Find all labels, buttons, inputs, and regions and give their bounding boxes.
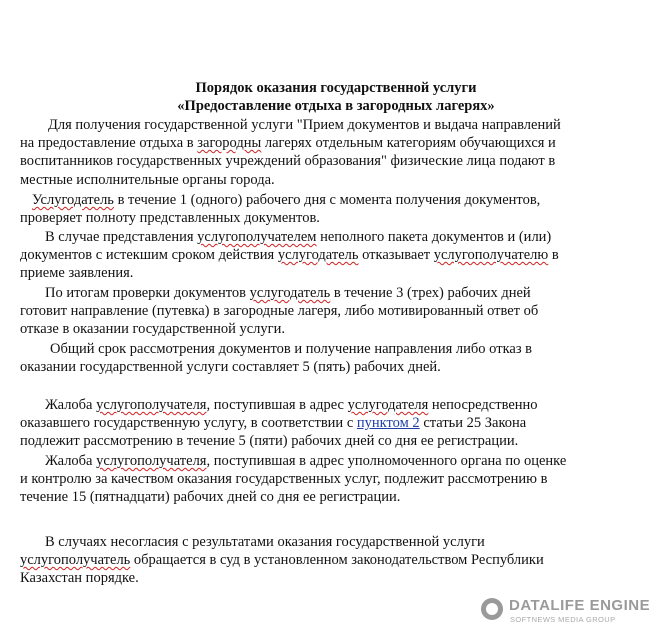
text-span: , поступившая в адрес уполномоченного органа по оценке [206,453,567,469]
text-span: , поступившая в адрес [206,397,348,413]
text-line: проверяет полноту представленных документов. [20,210,320,227]
text-line: подлежит рассмотрению в течение 5 (пяти) рабочих дней со дня ее регистрации. [20,433,519,450]
text-span: Жалоба [45,453,97,469]
text-span: на предоставление отдыха в [20,135,198,152]
text-line: Казахстан порядке. [20,570,139,587]
text-span: услугополучателю [433,247,549,264]
text-line [20,134,642,152]
text-span: услугодатель [277,247,359,264]
text-line: Для получения государственной услуги "Прием документов и выдача направлений [48,117,561,133]
paragraph-incomplete [20,228,642,283]
text-span: в [548,247,559,264]
text-span: лагерях отдельным категориям обучающихся и [261,135,556,152]
text-span: услугодателя [347,397,429,413]
text-span: оказавшего государственную услугу, в соответствии с [20,415,357,432]
text-line: местные исполнительные органы города. [20,171,275,188]
text-span: статьи 25 Закона [419,415,527,432]
paragraph-result [20,284,642,339]
text-line: Общий срок рассмотрения документов и получение направления либо отказ в [50,341,533,357]
text-span: По итогам проверки документов [45,285,250,301]
text-span: неполного пакета документов и (или) [316,229,552,245]
paragraph-complaint-authority [20,452,642,507]
text-span: услугополучателя [96,453,207,469]
text-line: оказании государственной услуги составляет 5 (пять) рабочих дней. [20,359,441,376]
datalife-engine-watermark [481,597,661,627]
page-title-line1: Порядок оказания государственной услуги [195,80,477,96]
paragraph-court [20,533,642,588]
watermark-name: DATALIFE ENGINE [509,597,651,614]
text-line [20,246,642,264]
text-line [20,452,642,470]
text-span: услугополучателем [197,229,317,245]
text-line [20,396,642,414]
text-span: обращается в суд в установленном законодательством Республики [130,552,544,569]
text-span: Жалоба [45,397,97,413]
text-span: в течение 1 (одного) рабочего дня с момента получения документов, [113,192,541,208]
paragraph-check [20,191,642,227]
datalife-logo-icon [481,598,503,620]
text-span: В случае представления [45,229,198,245]
text-line [20,551,642,569]
text-line [20,284,642,302]
paragraph-application [20,116,642,189]
text-line: отказе в оказании государственной услуги. [20,321,285,338]
text-line: готовит направление (путевка) в загородные лагеря, либо мотивированный ответ об [20,303,539,320]
page-title-line2: «Предоставление отдыха в загородных лагерях» [177,98,495,114]
text-line: и контролю за качеством оказания государственных услуг, подлежит рассмотрению в [20,471,548,488]
watermark-subtitle: SOFTNEWS MEDIA GROUP [510,615,616,624]
text-span: услугополучатель [20,552,131,569]
paragraph-term [20,340,642,376]
text-span: отказывает [358,247,434,264]
text-line [20,228,642,246]
text-span: услугополучателя [96,397,207,413]
text-line: приеме заявления. [20,265,134,282]
text-line: В случаях несогласия с результатами оказания государственной услуги [45,534,485,550]
text-span: загородны [197,135,262,152]
text-span: в течение 3 (трех) рабочих дней [330,285,531,301]
text-span: Услугодатель [32,192,114,208]
text-span: услугодатель [249,285,331,301]
law-point-link[interactable]: пунктом 2 [356,415,420,432]
text-span: документов с истекшим сроком действия [20,247,278,264]
text-line: воспитанников государственных учреждений образования" физические лица подают в [20,153,556,170]
text-line [20,414,642,432]
text-span: непосредственно [428,397,538,413]
paragraph-complaint-provider [20,396,642,451]
text-line [20,191,642,209]
text-line: течение 15 (пятнадцати) рабочих дней со дня ее регистрации. [20,489,401,506]
